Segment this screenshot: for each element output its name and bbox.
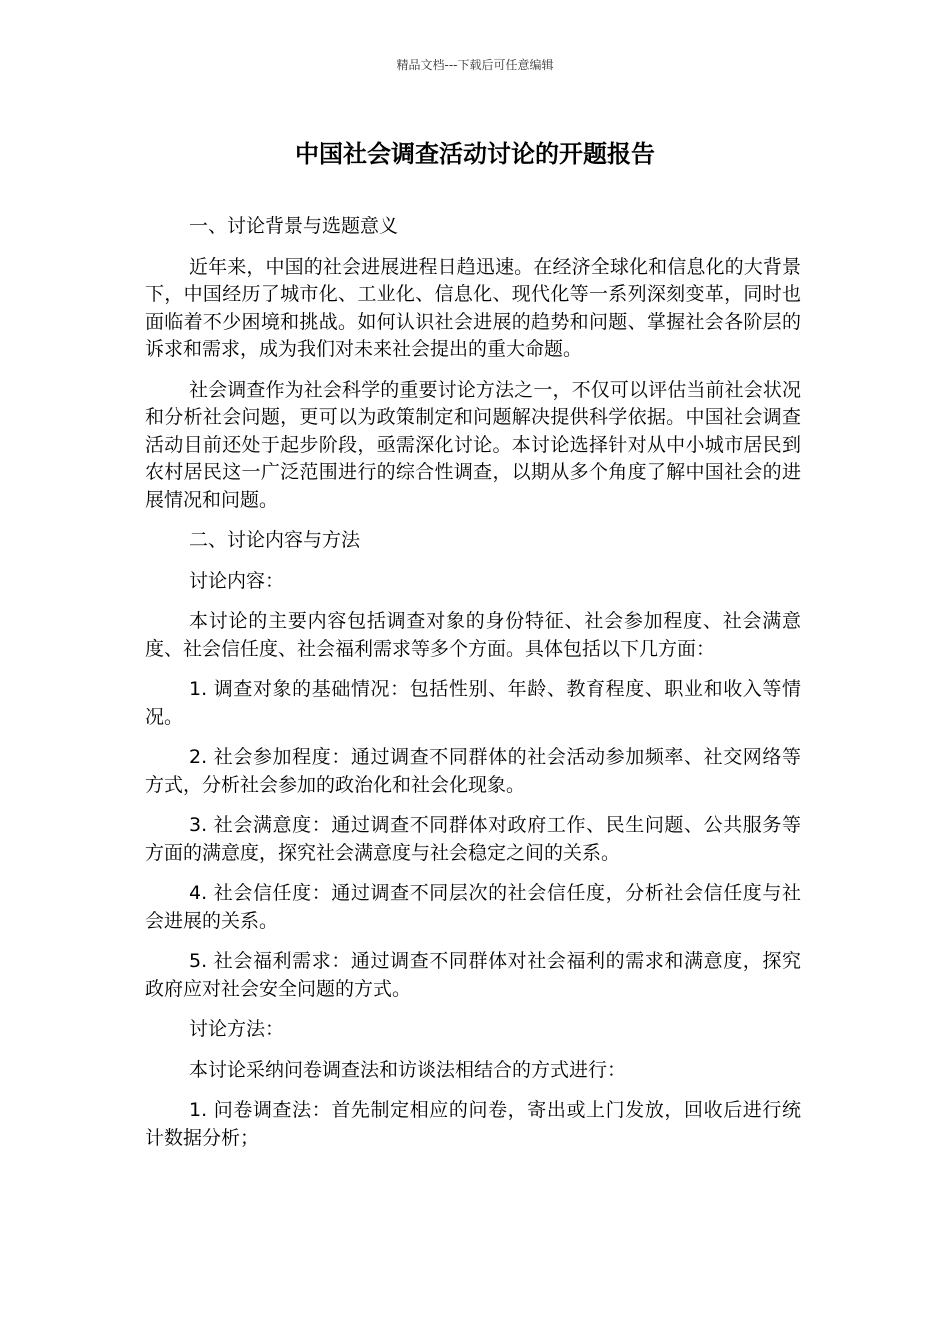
document-body bbox=[145, 213, 801, 1165]
document-title: 中国社会调查活动讨论的开题报告 bbox=[295, 140, 655, 168]
paragraph-method-intro: 本讨论采纳问卷调查法和访谈法相结合的方式进行： bbox=[189, 1058, 627, 1081]
list-item-trust: 4. 社会信任度：通过调查不同层次的社会信任度，分析社会信任度与社会进展的关系。 bbox=[145, 882, 801, 932]
section-heading-background: 一、讨论背景与选题意义 bbox=[189, 215, 399, 237]
paragraph-background-1: 近年来，中国的社会进展进程日趋迅速。在经济全球化和信息化的大背景下，中国经历了城市化、工业化、信息化、现代化等一系列深刻变革，同时也面临着不少困境和挑战。如何认识社会进展的趋势和问题、掌握社会各阶层的诉求和需求，成为我们对未来社会提出的重大命题。 bbox=[145, 255, 801, 360]
paragraph-content-intro: 本讨论的主要内容包括调查对象的身份特征、社会参加程度、社会满意度、社会信任度、社会福利需求等多个方面。具体包括以下几方面： bbox=[145, 610, 801, 660]
list-item-questionnaire: 1. 问卷调查法：首先制定相应的问卷，寄出或上门发放，回收后进行统计数据分析； bbox=[145, 1099, 801, 1149]
subheading-content: 讨论内容： bbox=[189, 569, 285, 592]
list-item-welfare: 5. 社会福利需求：通过调查不同群体对社会福利的需求和满意度，探究政府应对社会安全问题的方式。 bbox=[145, 950, 801, 1000]
list-item-participation: 2. 社会参加程度：通过调查不同群体的社会活动参加频率、社交网络等方式，分析社会参加的政治化和社会化现象。 bbox=[145, 746, 801, 796]
subheading-method: 讨论方法： bbox=[189, 1018, 285, 1040]
list-item-basic-info: 1. 调查对象的基础情况：包括性别、年龄、教育程度、职业和收入等情况。 bbox=[145, 678, 801, 728]
section-heading-content-method: 二、讨论内容与方法 bbox=[189, 529, 361, 551]
header-note: 精品文档---下载后可任意编辑 bbox=[396, 58, 554, 72]
paragraph-background-2: 社会调查作为社会科学的重要讨论方法之一，不仅可以评估当前社会状况和分析社会问题，更可以为政策制定和问题解决提供科学依据。中国社会调查活动目前还处于起步阶段，亟需深化讨论。本讨论选择针对从中小城市居民到农村居民这一广泛范围进行的综合性调查，以期从多个角度了解中国社会的进展情况和问题。 bbox=[145, 378, 801, 511]
list-item-satisfaction: 3. 社会满意度：通过调查不同群体对政府工作、民生问题、公共服务等方面的满意度，探究社会满意度与社会稳定之间的关系。 bbox=[145, 814, 801, 864]
